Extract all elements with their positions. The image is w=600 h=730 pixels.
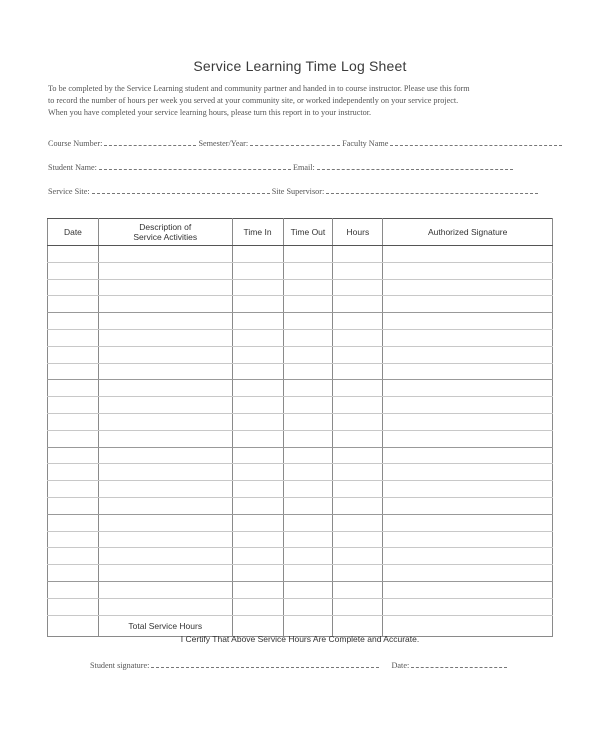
- total-service-hours-label: Total Service Hours: [98, 615, 232, 636]
- time-out-cell[interactable]: [283, 598, 333, 615]
- description-cell[interactable]: [98, 548, 232, 565]
- table-row: [48, 464, 553, 481]
- date-cell[interactable]: [48, 464, 99, 481]
- time-out-cell[interactable]: [283, 497, 333, 514]
- site-supervisor-label: Site Supervisor:: [271, 187, 325, 196]
- time-in-cell[interactable]: [232, 380, 283, 397]
- table-row: [48, 329, 553, 346]
- time-in-cell[interactable]: [232, 464, 283, 481]
- time-in-cell[interactable]: [232, 279, 283, 296]
- description-cell[interactable]: [98, 430, 232, 447]
- page-title: Service Learning Time Log Sheet: [193, 58, 407, 74]
- email-field[interactable]: [317, 161, 513, 170]
- time-log-table: [47, 218, 553, 637]
- hours-cell[interactable]: [333, 548, 383, 565]
- table-row: [48, 380, 553, 397]
- time-out-cell[interactable]: [283, 262, 333, 279]
- date-cell[interactable]: [48, 346, 99, 363]
- date-cell[interactable]: [48, 447, 99, 464]
- time-in-cell[interactable]: [232, 397, 283, 414]
- time-in-cell[interactable]: [232, 531, 283, 548]
- description-cell[interactable]: [98, 262, 232, 279]
- hours-cell[interactable]: [333, 296, 383, 313]
- signature-cell[interactable]: [383, 313, 553, 330]
- col-date-header: Date: [48, 219, 99, 246]
- time-out-cell[interactable]: [283, 279, 333, 296]
- time-out-cell[interactable]: [283, 313, 333, 330]
- date-cell[interactable]: [48, 279, 99, 296]
- time-in-cell[interactable]: [232, 262, 283, 279]
- time-out-cell[interactable]: [283, 581, 333, 598]
- table-row: [48, 346, 553, 363]
- signature-cell[interactable]: [383, 413, 553, 430]
- signature-cell[interactable]: [383, 363, 553, 380]
- time-in-cell[interactable]: [232, 329, 283, 346]
- table-row: [48, 548, 553, 565]
- time-in-cell[interactable]: [232, 246, 283, 263]
- table-row: [48, 565, 553, 582]
- table-row: [48, 430, 553, 447]
- description-cell[interactable]: [98, 598, 232, 615]
- hours-cell[interactable]: [333, 598, 383, 615]
- time-out-cell[interactable]: [283, 246, 333, 263]
- description-cell[interactable]: [98, 296, 232, 313]
- time-in-cell[interactable]: [232, 548, 283, 565]
- time-out-cell[interactable]: [283, 514, 333, 531]
- hours-cell[interactable]: [333, 363, 383, 380]
- date-cell[interactable]: [48, 246, 99, 263]
- signature-date-field[interactable]: [411, 659, 507, 668]
- signature-cell[interactable]: [383, 262, 553, 279]
- semester-year-label: Semester/Year:: [198, 139, 249, 148]
- service-site-label: Service Site:: [48, 187, 90, 196]
- signature-cell[interactable]: [383, 514, 553, 531]
- date-cell[interactable]: [48, 531, 99, 548]
- table-row: [48, 447, 553, 464]
- student-name-field[interactable]: [99, 161, 291, 170]
- time-out-cell[interactable]: [283, 346, 333, 363]
- description-cell[interactable]: [98, 514, 232, 531]
- col-time-out-header: Time Out: [283, 219, 333, 246]
- date-cell[interactable]: [48, 481, 99, 498]
- date-cell[interactable]: [48, 380, 99, 397]
- signature-cell[interactable]: [383, 464, 553, 481]
- table-row: [48, 279, 553, 296]
- description-cell[interactable]: [98, 246, 232, 263]
- date-cell[interactable]: [48, 548, 99, 565]
- signature-cell[interactable]: [383, 447, 553, 464]
- date-cell[interactable]: [48, 581, 99, 598]
- signature-cell[interactable]: [383, 548, 553, 565]
- student-info-row: [48, 161, 513, 172]
- hours-cell[interactable]: [333, 531, 383, 548]
- date-label: Date:: [391, 661, 410, 670]
- table-row: [48, 481, 553, 498]
- hours-cell[interactable]: [333, 413, 383, 430]
- description-cell[interactable]: [98, 397, 232, 414]
- table-header-row: [48, 219, 553, 246]
- description-cell[interactable]: [98, 531, 232, 548]
- hours-cell[interactable]: [333, 481, 383, 498]
- description-cell[interactable]: [98, 497, 232, 514]
- instructions-line-3: When you have completed your service learning hours, please turn this report in to your instructor.: [48, 108, 372, 117]
- course-number-field[interactable]: [104, 137, 196, 146]
- time-in-cell[interactable]: [232, 581, 283, 598]
- hours-cell[interactable]: [333, 447, 383, 464]
- hours-cell[interactable]: [333, 581, 383, 598]
- service-site-field[interactable]: [92, 185, 270, 194]
- total-row-date-cell: [48, 615, 99, 636]
- time-in-cell[interactable]: [232, 598, 283, 615]
- time-in-cell[interactable]: [232, 363, 283, 380]
- table-row: [48, 397, 553, 414]
- description-cell[interactable]: [98, 581, 232, 598]
- col-description-header-line-2: Service Activities: [133, 232, 198, 242]
- certification-statement: I Certify That Above Service Hours Are Complete and Accurate.: [180, 634, 420, 644]
- instructions-line-2: to record the number of hours per week you served at your community site, or worked independently on your service project.: [48, 96, 459, 105]
- site-info-row: [48, 185, 538, 196]
- time-out-cell[interactable]: [283, 548, 333, 565]
- signature-cell[interactable]: [383, 346, 553, 363]
- time-out-cell[interactable]: [283, 397, 333, 414]
- table-row: [48, 313, 553, 330]
- table-row: [48, 581, 553, 598]
- instructions: [48, 83, 558, 119]
- table-row: [48, 296, 553, 313]
- time-out-cell[interactable]: [283, 363, 333, 380]
- table-row: [48, 363, 553, 380]
- course-number-label: Course Number:: [48, 139, 103, 148]
- course-info-row: [48, 137, 562, 148]
- student-signature-field[interactable]: [151, 659, 379, 668]
- hours-cell[interactable]: [333, 514, 383, 531]
- col-signature-header: Authorized Signature: [383, 219, 553, 246]
- date-cell[interactable]: [48, 565, 99, 582]
- date-cell[interactable]: [48, 296, 99, 313]
- time-out-cell[interactable]: [283, 464, 333, 481]
- time-out-cell[interactable]: [283, 565, 333, 582]
- student-name-label: Student Name:: [48, 163, 97, 172]
- hours-cell[interactable]: [333, 279, 383, 296]
- signature-cell[interactable]: [383, 279, 553, 296]
- table-row: [48, 598, 553, 615]
- hours-cell[interactable]: [333, 497, 383, 514]
- time-out-cell[interactable]: [283, 531, 333, 548]
- hours-cell[interactable]: [333, 313, 383, 330]
- total-row-time-in-cell: [232, 615, 283, 636]
- table-row: [48, 497, 553, 514]
- time-in-cell[interactable]: [232, 447, 283, 464]
- email-label: Email:: [292, 163, 315, 172]
- signature-cell[interactable]: [383, 329, 553, 346]
- hours-cell[interactable]: [333, 346, 383, 363]
- description-cell[interactable]: [98, 464, 232, 481]
- time-in-cell[interactable]: [232, 481, 283, 498]
- time-out-cell[interactable]: [283, 430, 333, 447]
- signature-row: [90, 659, 507, 670]
- semester-year-field[interactable]: [250, 137, 340, 146]
- signature-cell[interactable]: [383, 497, 553, 514]
- time-in-cell[interactable]: [232, 430, 283, 447]
- description-cell[interactable]: [98, 447, 232, 464]
- signature-cell[interactable]: [383, 380, 553, 397]
- student-signature-label: Student signature:: [90, 661, 150, 670]
- time-in-cell[interactable]: [232, 497, 283, 514]
- signature-cell[interactable]: [383, 246, 553, 263]
- description-cell[interactable]: [98, 346, 232, 363]
- table-row: [48, 531, 553, 548]
- time-in-cell[interactable]: [232, 514, 283, 531]
- table-row: [48, 514, 553, 531]
- time-out-cell[interactable]: [283, 329, 333, 346]
- signature-cell[interactable]: [383, 565, 553, 582]
- hours-cell[interactable]: [333, 380, 383, 397]
- total-row-signature-cell: [383, 615, 553, 636]
- col-description-header-line-1: Description of: [139, 222, 192, 232]
- signature-cell[interactable]: [383, 598, 553, 615]
- instructions-line-1: To be completed by the Service Learning student and community partner and handed in to course instructor. Please use this form: [48, 84, 470, 93]
- description-cell[interactable]: [98, 363, 232, 380]
- time-in-cell[interactable]: [232, 565, 283, 582]
- table-body: [48, 246, 553, 637]
- signature-cell[interactable]: [383, 397, 553, 414]
- hours-cell[interactable]: [333, 262, 383, 279]
- hours-cell[interactable]: [333, 565, 383, 582]
- total-row-time-out-cell: [283, 615, 333, 636]
- total-hours-cell[interactable]: [333, 615, 383, 636]
- hours-cell[interactable]: [333, 329, 383, 346]
- hours-cell[interactable]: [333, 397, 383, 414]
- time-out-cell[interactable]: [283, 380, 333, 397]
- description-cell[interactable]: [98, 380, 232, 397]
- time-in-cell[interactable]: [232, 296, 283, 313]
- signature-cell[interactable]: [383, 581, 553, 598]
- date-cell[interactable]: [48, 363, 99, 380]
- time-out-cell[interactable]: [283, 413, 333, 430]
- site-supervisor-field[interactable]: [326, 185, 538, 194]
- time-out-cell[interactable]: [283, 447, 333, 464]
- table-row: [48, 262, 553, 279]
- col-time-in-header: Time In: [232, 219, 283, 246]
- date-cell[interactable]: [48, 413, 99, 430]
- faculty-name-field[interactable]: [390, 137, 562, 146]
- hours-cell[interactable]: [333, 246, 383, 263]
- table-row: [48, 413, 553, 430]
- description-cell[interactable]: [98, 313, 232, 330]
- date-cell[interactable]: [48, 598, 99, 615]
- hours-cell[interactable]: [333, 464, 383, 481]
- faculty-name-label: Faculty Name: [342, 139, 389, 148]
- col-description-header: [98, 219, 232, 246]
- date-cell[interactable]: [48, 329, 99, 346]
- date-cell[interactable]: [48, 313, 99, 330]
- signature-cell[interactable]: [383, 430, 553, 447]
- signature-cell[interactable]: [383, 481, 553, 498]
- date-cell[interactable]: [48, 497, 99, 514]
- date-cell[interactable]: [48, 514, 99, 531]
- hours-cell[interactable]: [333, 430, 383, 447]
- signature-cell[interactable]: [383, 296, 553, 313]
- time-out-cell[interactable]: [283, 481, 333, 498]
- date-cell[interactable]: [48, 430, 99, 447]
- time-in-cell[interactable]: [232, 346, 283, 363]
- total-row: [48, 615, 553, 636]
- description-cell[interactable]: [98, 279, 232, 296]
- date-cell[interactable]: [48, 262, 99, 279]
- description-cell[interactable]: [98, 413, 232, 430]
- time-in-cell[interactable]: [232, 413, 283, 430]
- signature-cell[interactable]: [383, 531, 553, 548]
- date-cell[interactable]: [48, 397, 99, 414]
- col-hours-header: Hours: [333, 219, 383, 246]
- table-row: [48, 246, 553, 263]
- description-cell[interactable]: [98, 481, 232, 498]
- description-cell[interactable]: [98, 329, 232, 346]
- description-cell[interactable]: [98, 565, 232, 582]
- time-in-cell[interactable]: [232, 313, 283, 330]
- time-out-cell[interactable]: [283, 296, 333, 313]
